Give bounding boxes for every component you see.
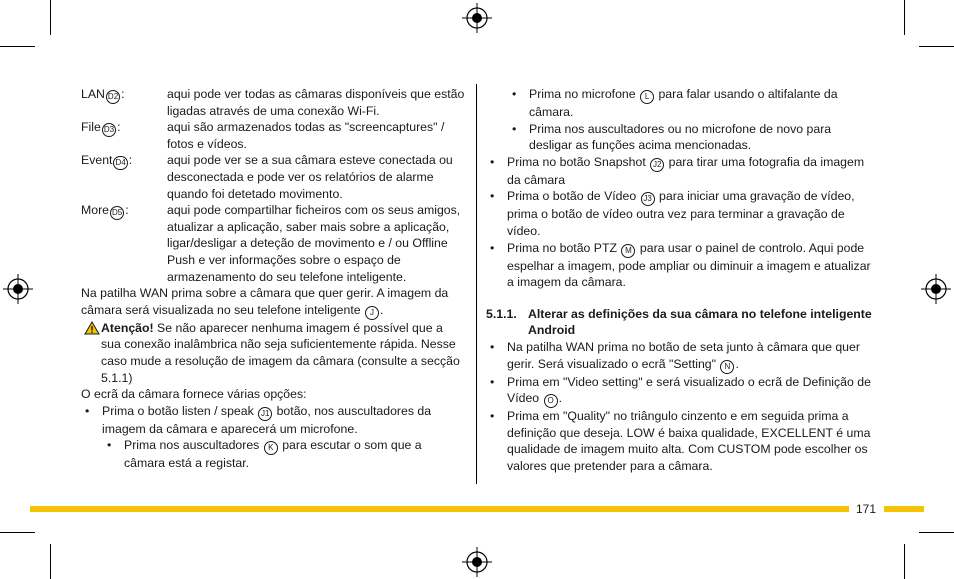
list-item: • Prima nos auscultadores K para escutar o som que a câmara está a registar.: [81, 437, 465, 472]
warning-icon: [84, 321, 100, 335]
callout-badge: N: [720, 360, 734, 374]
callout-badge: D5: [110, 206, 124, 220]
list-item: • Prima no botão Snapshot J2 para tirar uma fotografia da imagem da câmara: [486, 154, 876, 189]
term-label: More: [81, 203, 110, 218]
callout-badge: J3: [641, 192, 655, 206]
term-description: aqui são armazenados todas as "screencaptures" / fotos e vídeos.: [167, 120, 445, 151]
callout-badge: J2: [650, 158, 664, 172]
term-description: aqui pode compartilhar ficheiros com os seus amigos, atualizar a aplicação, saber mais sobre a aplicação, ligar/desligar a deteção de movimento e / ou Offline Push e ver informações sobre o espaço de armazenamento do seu telefone inteligente.: [167, 203, 461, 284]
list-item: • Prima em "Quality" no triângulo cinzento e em seguida prima a definição que deseja. LOW é baixa qualidade, EXCELLENT é uma qualidade de imagem muito alta. Com CUSTOM pode escolher os valores que pretender para a câmara.: [486, 408, 876, 474]
crop-mark: [0, 532, 35, 533]
list-item: • Prima nos auscultadores ou no microfone de novo para desligar as funções acima mencionadas.: [486, 121, 876, 154]
registration-mark-icon: [921, 274, 951, 304]
list-item: • Prima o botão listen / speak J1 botão, nos auscultadores da imagem da câmara e aparecerá um microfone.: [81, 403, 465, 438]
callout-badge: D2: [106, 90, 120, 104]
term-label: Event: [81, 153, 113, 168]
footer-bar: [884, 506, 924, 512]
registration-mark-icon: [462, 547, 492, 577]
definition-row: File D3 : aqui são armazenados todas as "screencaptures" / fotos e vídeos.: [81, 119, 465, 152]
crop-mark: [904, 544, 905, 579]
callout-badge: J1: [258, 407, 272, 421]
term-label: LAN: [81, 87, 105, 101]
callout-badge: L: [640, 90, 654, 104]
section-heading: [486, 306, 876, 339]
crop-mark: [919, 532, 954, 533]
footer-bar: [30, 506, 849, 512]
registration-mark-icon: [462, 3, 492, 33]
term-description: aqui pode ver se a sua câmara esteve conectada ou desconectada e pode ver os relatórios de alarme quando foi detetado movimento.: [167, 153, 453, 201]
crop-mark: [50, 544, 51, 579]
callout-badge: J: [365, 306, 379, 320]
callout-badge: O: [544, 394, 558, 408]
left-column: [81, 86, 465, 472]
warning-label: Atenção!: [101, 320, 154, 335]
warning-text: Se não aparecer nenhuma imagem é possível que a sua conexão inalâmbrica não seja suficientemente rápida. Nesse caso mude a resolução de imagem da câmara (consulte a secção 5.1.1): [101, 320, 460, 385]
callout-badge: M: [621, 244, 635, 258]
list-item: • Prima no botão PTZ M para usar o painel de controlo. Aqui pode espelhar a imagem, pode ampliar ou diminuir a imagem e atualizar a imagem da câmara.: [486, 240, 876, 291]
section-number: 5.1.1.: [486, 306, 517, 321]
definition-row: More D5 : aqui pode compartilhar ficheiros com os seus amigos, atualizar a aplicação, saber mais sobre a aplicação, ligar/desligar a deteção de movimento e / ou Offline Push e ver informações sobre o espaço de armazenamento do seu telefone inteligente.: [81, 202, 465, 285]
section-title: Alterar as definições da sua câmara no telefone inteligente Android: [528, 306, 872, 338]
list-item: • Na patilha WAN prima no botão de seta junto à câmara que quer gerir. Será visualizado o ecrã "Setting" N .: [486, 339, 876, 374]
list-item: • Prima no microfone L para falar usando o altifalante da câmara.: [486, 86, 876, 121]
list-item: • Prima em "Video setting" e será visualizado o ecrã de Definição de Vídeo O .: [486, 374, 876, 409]
paragraph: O ecrã da câmara fornece várias opções:: [81, 387, 307, 402]
column-divider: [476, 84, 477, 484]
callout-badge: K: [264, 441, 278, 455]
list-item: • Prima o botão de Vídeo J3 para iniciar uma gravação de vídeo, prima o botão de vídeo outra vez para terminar a gravação de vídeo.: [486, 188, 876, 239]
crop-mark: [50, 0, 51, 35]
crop-mark: [919, 46, 954, 47]
registration-mark-icon: [3, 274, 33, 304]
callout-badge: D4: [113, 156, 127, 170]
term-description: aqui pode ver todas as câmaras disponíveis que estão ligadas através de uma conexão Wi-Fi.: [167, 87, 465, 118]
definition-row: LAN D2 : aqui pode ver todas as câmaras disponíveis que estão ligadas através de uma conexão Wi-Fi.: [81, 87, 465, 118]
page-number: 171: [856, 502, 877, 516]
warning-note: [81, 320, 465, 386]
crop-mark: [904, 0, 905, 35]
crop-mark: [0, 46, 35, 47]
right-column: [486, 86, 876, 475]
term-label: File: [81, 120, 101, 135]
callout-badge: D3: [102, 123, 116, 137]
paragraph: Na patilha WAN prima sobre a câmara que quer gerir. A imagem da câmara será visualizada no seu telefone inteligente J .: [81, 285, 465, 320]
definition-row: Event D4 : aqui pode ver se a sua câmara esteve conectada ou desconectada e pode ver os relatórios de alarme quando foi detetado movimento.: [81, 152, 465, 202]
